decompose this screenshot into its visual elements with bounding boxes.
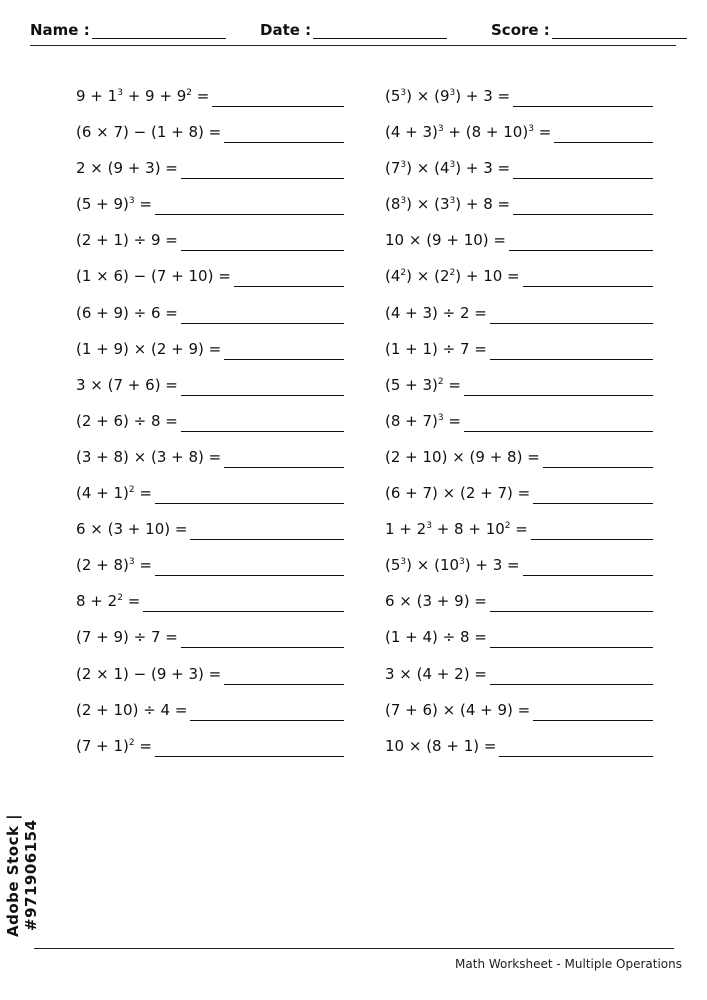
answer-blank-line[interactable] <box>531 517 653 540</box>
footer-divider <box>34 948 674 949</box>
right-problem-row <box>385 589 653 625</box>
answer-blank-line[interactable] <box>513 156 653 179</box>
left-problem-row <box>76 553 344 589</box>
problem-expression: $(7^3) \times (4^3) + 3$ = <box>385 159 511 178</box>
problem-expression: 6 × (3 + 10) = <box>76 520 188 539</box>
answer-blank-line[interactable] <box>212 84 344 107</box>
right-problem-row <box>385 662 653 698</box>
answer-blank-line[interactable] <box>533 698 653 721</box>
problem-expression: $(4 + 3)^3 + (8 + 10)^3$ = <box>385 123 552 142</box>
right-problem-row <box>385 120 653 156</box>
problem-expression: (1 × 6) − (7 + 10) = <box>76 267 231 286</box>
answer-blank-line[interactable] <box>181 625 344 648</box>
problem-expression: 2 × (9 + 3) = <box>76 159 178 178</box>
left-problem-row <box>76 445 344 481</box>
left-problem-row <box>76 156 344 192</box>
left-problem-row <box>76 698 344 734</box>
left-problem-row <box>76 120 344 156</box>
name-blank-line[interactable] <box>92 24 226 39</box>
left-problem-row <box>76 264 344 300</box>
right-problem-row <box>385 301 653 337</box>
answer-blank-line[interactable] <box>224 120 344 143</box>
left-problem-row <box>76 84 344 120</box>
left-problem-row <box>76 228 344 264</box>
right-problem-row <box>385 445 653 481</box>
problem-expression: $(4 + 1)^2$ = <box>76 484 152 503</box>
problem-expression: (6 × 7) − (1 + 8) = <box>76 123 222 142</box>
answer-blank-line[interactable] <box>234 264 344 287</box>
worksheet-header <box>30 21 676 46</box>
left-problem-column <box>76 84 344 770</box>
name-field[interactable] <box>30 21 226 39</box>
right-problem-row <box>385 192 653 228</box>
score-field[interactable] <box>491 21 687 39</box>
answer-blank-line[interactable] <box>464 409 653 432</box>
answer-blank-line[interactable] <box>224 337 344 360</box>
answer-blank-line[interactable] <box>490 337 653 360</box>
name-label: Name : <box>30 21 90 39</box>
answer-blank-line[interactable] <box>190 698 344 721</box>
problem-expression: 6 × (3 + 9) = <box>385 592 487 611</box>
problem-expression: $(4^2) \times (2^2) + 10$ = <box>385 267 520 286</box>
problem-expression: (6 + 7) × (2 + 7) = <box>385 484 531 503</box>
problem-expression: (7 + 6) × (4 + 9) = <box>385 700 531 719</box>
right-problem-row <box>385 553 653 589</box>
answer-blank-line[interactable] <box>523 264 653 287</box>
left-problem-row <box>76 517 344 553</box>
problem-expression: $(8 + 7)^3$ = <box>385 411 461 430</box>
left-problem-row <box>76 481 344 517</box>
left-problem-row <box>76 589 344 625</box>
answer-blank-line[interactable] <box>181 228 344 251</box>
problem-expression: $(8^3) \times (3^3) + 8$ = <box>385 195 511 214</box>
problem-expression: (1 + 1) ÷ 7 = <box>385 339 487 358</box>
problem-expression: (2 + 10) × (9 + 8) = <box>385 447 540 466</box>
right-problem-row <box>385 264 653 300</box>
problem-expression: $(7 + 1)^2$ = <box>76 736 152 755</box>
answer-blank-line[interactable] <box>181 373 344 396</box>
left-problem-row <box>76 373 344 409</box>
answer-blank-line[interactable] <box>509 228 653 251</box>
right-problem-row <box>385 625 653 661</box>
left-problem-row <box>76 192 344 228</box>
footer-title: Math Worksheet - Multiple Operations <box>455 957 682 971</box>
answer-blank-line[interactable] <box>464 373 653 396</box>
answer-blank-line[interactable] <box>224 445 344 468</box>
problem-expression: (6 + 9) ÷ 6 = <box>76 303 178 322</box>
answer-blank-line[interactable] <box>490 662 653 685</box>
problem-expression: $9 + 1^3 + 9 + 9^2$ = <box>76 87 210 105</box>
right-problem-row <box>385 409 653 445</box>
right-problem-row <box>385 228 653 264</box>
problem-expression: 3 × (7 + 6) = <box>76 375 178 394</box>
problem-expression: (1 + 9) × (2 + 9) = <box>76 339 222 358</box>
answer-blank-line[interactable] <box>533 481 653 504</box>
answer-blank-line[interactable] <box>499 734 653 757</box>
left-problem-row <box>76 662 344 698</box>
problem-expression: $(5^3) \times (10^3) + 3$ = <box>385 556 520 575</box>
problem-expression: $(5 + 9)^3$ = <box>76 195 152 214</box>
left-problem-row <box>76 734 344 770</box>
right-problem-column <box>385 84 653 770</box>
problem-expression: 3 × (4 + 2) = <box>385 664 487 683</box>
problem-expression: (2 + 1) ÷ 9 = <box>76 231 178 250</box>
score-blank-line[interactable] <box>552 24 687 39</box>
date-label: Date : <box>260 21 312 39</box>
right-problem-row <box>385 734 653 770</box>
answer-blank-line[interactable] <box>490 625 653 648</box>
problem-expression: 10 × (9 + 10) = <box>385 231 506 250</box>
answer-blank-line[interactable] <box>554 120 653 143</box>
problem-expression: $(5^3) \times (9^3) + 3$ = <box>385 87 511 105</box>
right-problem-row <box>385 481 653 517</box>
answer-blank-line[interactable] <box>143 589 344 612</box>
problem-expression: $(5 + 3)^2$ = <box>385 375 461 394</box>
left-problem-row <box>76 409 344 445</box>
answer-blank-line[interactable] <box>543 445 653 468</box>
problem-expression: $(2 + 8)^3$ = <box>76 556 152 575</box>
answer-blank-line[interactable] <box>155 734 344 757</box>
date-blank-line[interactable] <box>313 24 447 39</box>
problem-expression: (2 + 10) ÷ 4 = <box>76 700 188 719</box>
problem-expression: (1 + 4) ÷ 8 = <box>385 628 487 647</box>
answer-blank-line[interactable] <box>513 192 653 215</box>
right-problem-row <box>385 517 653 553</box>
problem-expression: (3 + 8) × (3 + 8) = <box>76 447 222 466</box>
answer-blank-line[interactable] <box>490 589 653 612</box>
right-problem-row <box>385 373 653 409</box>
answer-blank-line[interactable] <box>181 301 344 324</box>
right-problem-row <box>385 337 653 373</box>
answer-blank-line[interactable] <box>224 662 344 685</box>
problem-expression: (2 + 6) ÷ 8 = <box>76 411 178 430</box>
answer-blank-line[interactable] <box>181 409 344 432</box>
problem-expression: (2 × 1) − (9 + 3) = <box>76 664 222 683</box>
answer-blank-line[interactable] <box>490 301 653 324</box>
right-problem-row <box>385 156 653 192</box>
date-field[interactable] <box>260 21 447 39</box>
right-problem-row <box>385 698 653 734</box>
problem-expression: $1 + 2^3 + 8 + 10^2$ = <box>385 520 528 539</box>
answer-blank-line[interactable] <box>155 481 344 504</box>
left-problem-row <box>76 337 344 373</box>
left-problem-row <box>76 301 344 337</box>
left-problem-row <box>76 625 344 661</box>
answer-blank-line[interactable] <box>181 156 344 179</box>
problem-expression: (7 + 9) ÷ 7 = <box>76 628 178 647</box>
answer-blank-line[interactable] <box>155 192 344 215</box>
answer-blank-line[interactable] <box>155 553 344 576</box>
answer-blank-line[interactable] <box>190 517 344 540</box>
right-problem-row <box>385 84 653 120</box>
problem-expression: (4 + 3) ÷ 2 = <box>385 303 487 322</box>
answer-blank-line[interactable] <box>523 553 653 576</box>
problem-expression: 10 × (8 + 1) = <box>385 736 497 755</box>
problem-expression: $8 + 2^2$ = <box>76 592 141 611</box>
answer-blank-line[interactable] <box>513 84 653 107</box>
stock-watermark: Adobe Stock | #971906154 <box>4 813 40 937</box>
score-label: Score : <box>491 21 550 39</box>
